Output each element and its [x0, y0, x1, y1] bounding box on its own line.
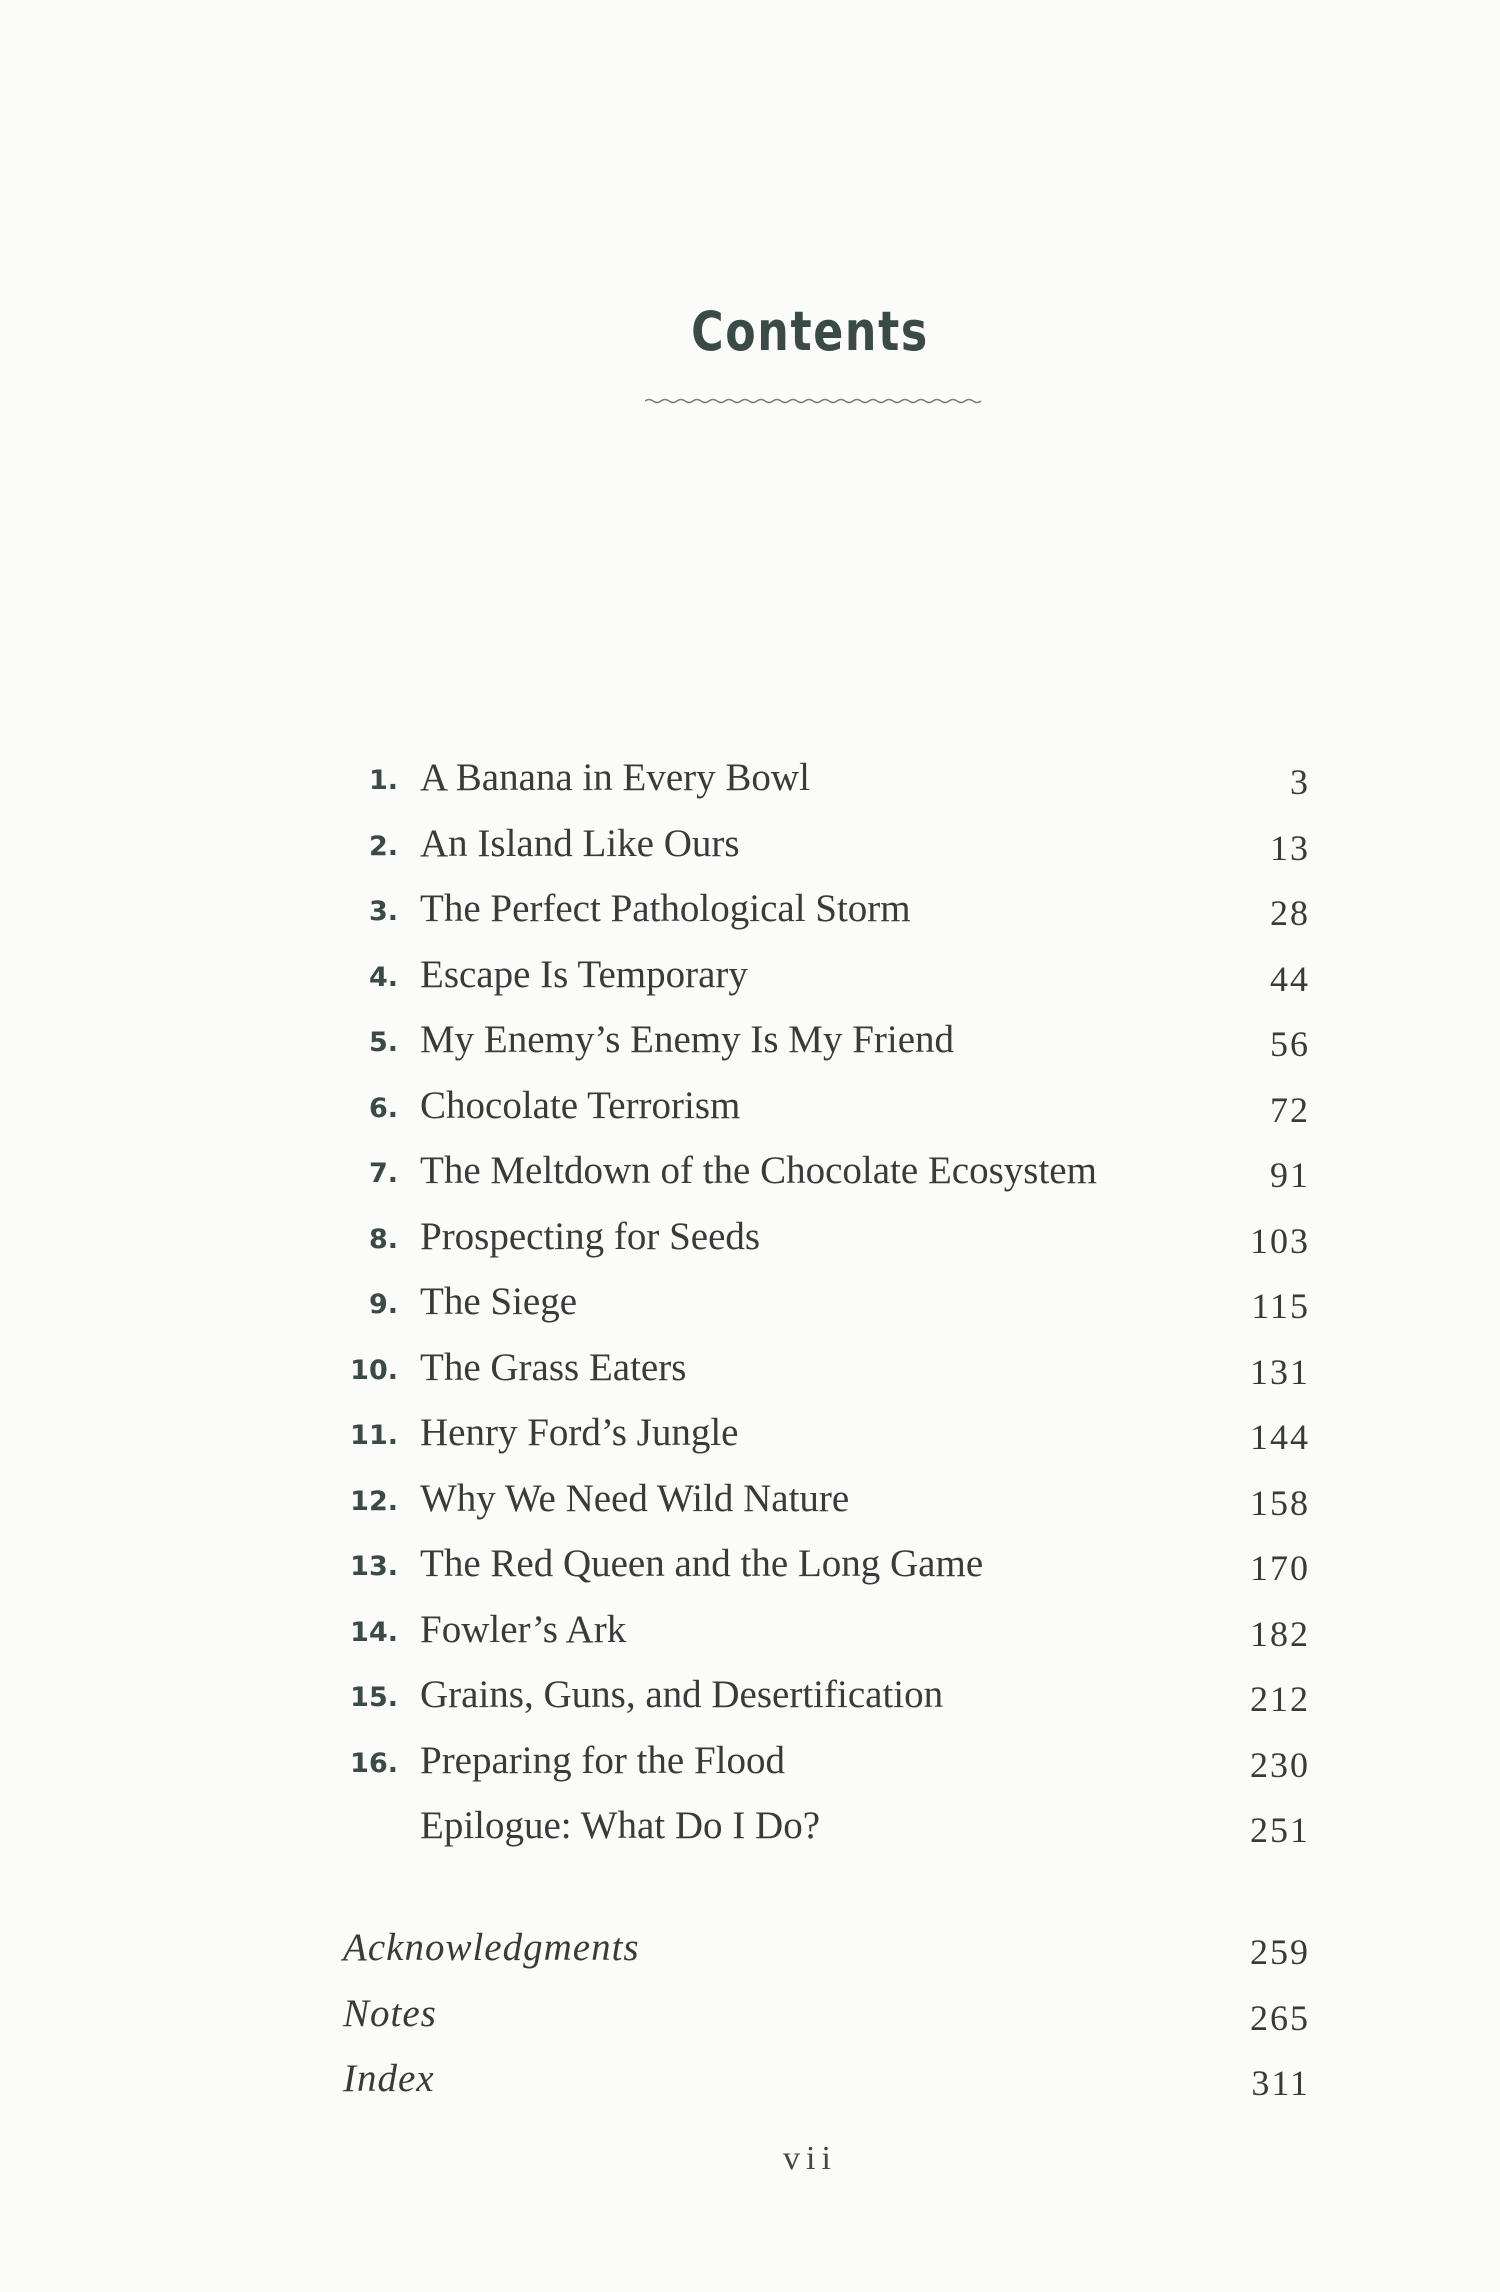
chapter-page: 230: [1250, 1744, 1310, 1785]
title-underline-ornament: [645, 398, 985, 404]
chapter-title: The Perfect Pathological Storm: [420, 887, 911, 930]
chapter-title: The Meltdown of the Chocolate Ecosystem: [420, 1149, 1097, 1192]
toc-entry[interactable]: [340, 1672, 1340, 1738]
chapter-page: 115: [1251, 1286, 1310, 1326]
chapter-number: 7.: [368, 1158, 398, 1189]
chapter-number: 14.: [350, 1616, 398, 1648]
chapter-page: 72: [1270, 1089, 1310, 1130]
back-matter-list: [340, 1925, 1340, 2122]
toc-entry[interactable]: [340, 1214, 1340, 1280]
chapter-title: The Grass Eaters: [420, 1345, 687, 1389]
chapter-number: 8.: [368, 1223, 398, 1255]
chapter-number: 11.: [350, 1420, 398, 1451]
toc-entry[interactable]: [340, 755, 1340, 821]
chapter-title: Henry Ford’s Jungle: [420, 1411, 739, 1454]
toc-entry[interactable]: [340, 1017, 1340, 1083]
chapter-page: 28: [1270, 893, 1310, 933]
chapter-page: 182: [1250, 1613, 1310, 1654]
chapter-title: My Enemy’s Enemy Is My Friend: [420, 1018, 955, 1061]
chapter-title: Escape Is Temporary: [420, 952, 748, 996]
chapter-list: [340, 755, 1340, 1869]
chapter-number: 12.: [350, 1485, 398, 1517]
toc-entry[interactable]: [340, 821, 1340, 887]
chapter-title: Grains, Guns, and Desertification: [420, 1673, 944, 1716]
back-matter-page: 265: [1250, 1997, 1310, 2038]
back-matter-entry[interactable]: [340, 1925, 1340, 1991]
toc-entry[interactable]: [340, 1279, 1340, 1345]
toc-entry[interactable]: [340, 1148, 1340, 1214]
chapter-title: The Red Queen and the Long Game: [420, 1542, 984, 1585]
chapter-title: Chocolate Terrorism: [420, 1083, 741, 1127]
chapter-page: 212: [1250, 1679, 1310, 1719]
chapter-title: A Banana in Every Bowl: [420, 756, 810, 799]
toc-entry[interactable]: [340, 1083, 1340, 1149]
back-matter-title: Acknowledgments: [343, 1926, 640, 1969]
chapter-number: 9.: [368, 1289, 398, 1320]
toc-entry-epilogue[interactable]: [340, 1803, 1340, 1869]
toc-entry[interactable]: [340, 1476, 1340, 1542]
chapter-page: 158: [1250, 1482, 1310, 1523]
chapter-number: 15.: [350, 1682, 398, 1713]
back-matter-page: 311: [1251, 2063, 1310, 2103]
chapter-page: 56: [1270, 1024, 1310, 1064]
chapter-page: 44: [1270, 958, 1310, 999]
chapter-number: 1.: [368, 765, 398, 796]
chapter-title: Why We Need Wild Nature: [420, 1476, 850, 1520]
toc-entry[interactable]: [340, 952, 1340, 1018]
back-matter-page: 259: [1250, 1932, 1310, 1972]
back-matter-title: Index: [343, 2057, 435, 2100]
toc-entry[interactable]: [340, 1738, 1340, 1804]
back-matter-title: Notes: [343, 1991, 437, 2035]
chapter-number: 6.: [368, 1092, 398, 1124]
chapter-number: 5.: [368, 1027, 398, 1058]
page-folio: vii: [783, 2140, 837, 2177]
back-matter-entry[interactable]: [340, 2056, 1340, 2122]
chapter-title: An Island Like Ours: [420, 821, 740, 865]
chapter-number: 2.: [368, 830, 398, 862]
chapter-number: 4.: [368, 961, 398, 993]
chapter-title: Prospecting for Seeds: [420, 1214, 761, 1258]
chapter-number: 16.: [350, 1747, 398, 1779]
chapter-title: Epilogue: What Do I Do?: [420, 1804, 821, 1847]
chapter-page: 131: [1250, 1351, 1310, 1392]
chapter-number: 10.: [350, 1354, 398, 1386]
page-title: Contents: [691, 300, 929, 363]
toc-entry[interactable]: [340, 1607, 1340, 1673]
chapter-number: 3.: [368, 896, 398, 927]
chapter-page: 103: [1250, 1220, 1310, 1261]
chapter-number: 13.: [350, 1551, 398, 1582]
chapter-title: The Siege: [420, 1280, 578, 1323]
toc-entry[interactable]: [340, 1345, 1340, 1411]
back-matter-entry[interactable]: [340, 1991, 1340, 2057]
chapter-title: Fowler’s Ark: [420, 1607, 627, 1651]
chapter-page: 251: [1250, 1810, 1310, 1850]
toc-entry[interactable]: [340, 1410, 1340, 1476]
chapter-page: 170: [1250, 1548, 1310, 1588]
chapter-page: 13: [1270, 827, 1310, 868]
toc-entry[interactable]: [340, 886, 1340, 952]
chapter-page: 144: [1250, 1417, 1310, 1457]
toc-entry[interactable]: [340, 1541, 1340, 1607]
chapter-page: 91: [1270, 1155, 1310, 1195]
chapter-page: 3: [1290, 762, 1310, 802]
chapter-title: Preparing for the Flood: [420, 1738, 786, 1782]
